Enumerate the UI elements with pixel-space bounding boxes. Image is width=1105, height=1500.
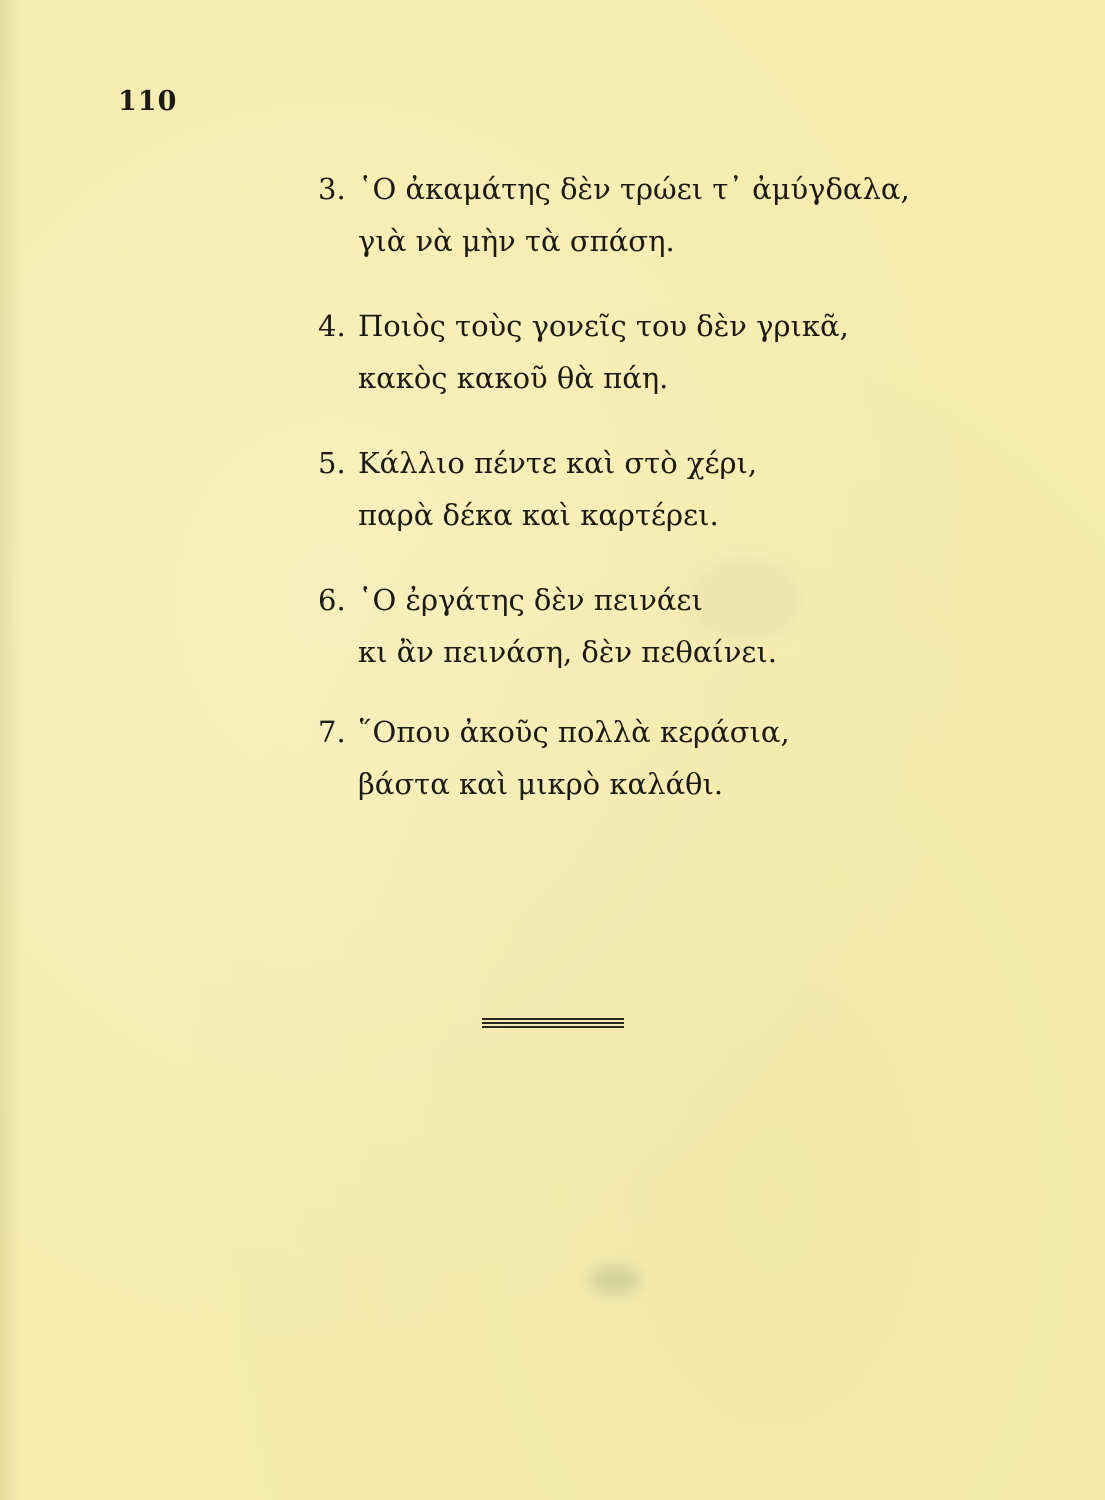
proverb-line-1: ῾Ο ἀκαμάτης δὲν τρώει τ᾿ ἀμύγδαλα, — [358, 172, 910, 206]
proverb-line-2: παρὰ δέκα καὶ καρτέρει. — [358, 498, 719, 532]
divider — [482, 1026, 624, 1028]
divider — [482, 1022, 624, 1024]
proverb-line-2: βάστα καὶ μικρὸ καλάθι. — [358, 767, 724, 801]
proverb-6 — [318, 574, 777, 678]
proverb-line-1: ῞Οπου ἀκοῦς πολλὰ κεράσια, — [358, 715, 790, 749]
page-edge-shadow — [0, 0, 22, 1500]
page-number: 110 — [118, 86, 178, 117]
proverb-4 — [318, 300, 849, 404]
proverb-number: 7. — [318, 715, 346, 749]
proverb-number: 3. — [318, 172, 346, 206]
proverb-line-2: κι ἂν πεινάση, δὲν πεθαίνει. — [358, 635, 778, 669]
proverb-line-2: κακὸς κακοῦ θὰ πάη. — [358, 361, 669, 395]
proverb-7 — [318, 706, 790, 810]
proverb-number: 6. — [318, 583, 346, 617]
proverb-3 — [318, 163, 910, 267]
end-ornament-rule — [482, 1018, 624, 1028]
proverb-line-1: Ποιὸς τοὺς γονεῖς του δὲν γρικᾶ, — [358, 309, 849, 343]
divider — [482, 1018, 624, 1020]
paper-stain — [590, 1265, 640, 1295]
proverb-5 — [318, 437, 757, 541]
proverb-line-1: Κάλλιο πέντε καὶ στὸ χέρι, — [358, 446, 758, 480]
proverb-line-1: ῾Ο ἐργάτης δὲν πεινάει — [358, 583, 703, 617]
proverb-number: 4. — [318, 309, 346, 343]
proverb-number: 5. — [318, 446, 346, 480]
proverb-line-2: γιὰ νὰ μὴν τὰ σπάση. — [358, 224, 675, 258]
